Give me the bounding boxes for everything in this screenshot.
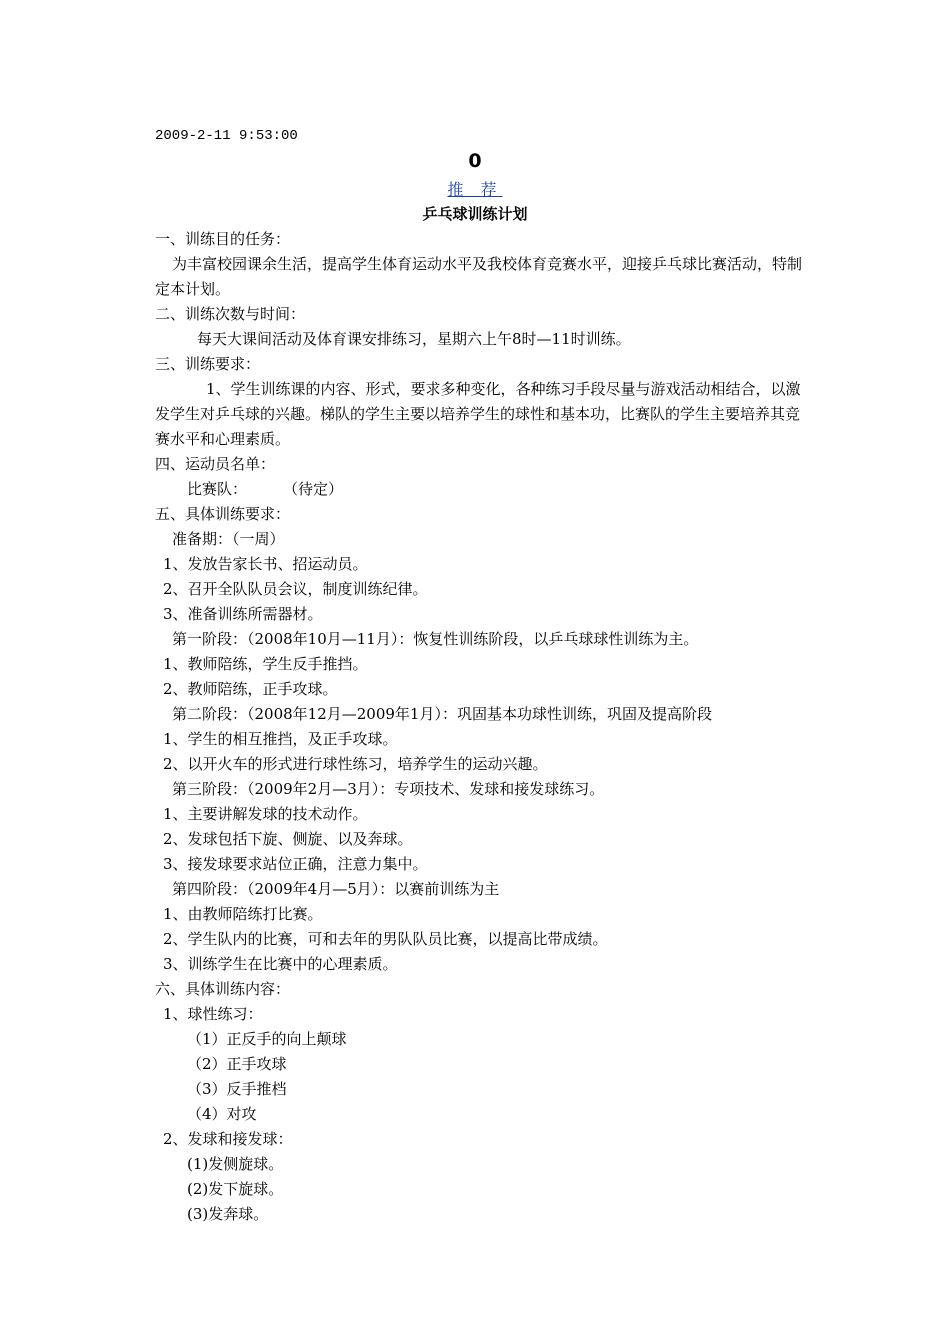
section-6-heading: 六、具体训练内容： — [155, 980, 291, 998]
list-item: 1、由教师陪练打比赛。 — [163, 905, 323, 923]
list-item: 1、学生的相互推挡，及正手攻球。 — [163, 730, 398, 748]
list-item: 2、学生队内的比赛，可和去年的男队队员比赛，以提高比带成绩。 — [163, 930, 608, 948]
phase-4-heading: 第四阶段：（2009年4月—5月）：以赛前训练为主 — [172, 880, 500, 898]
list-item: (3)发奔球。 — [187, 1205, 269, 1223]
list-item: 1、教师陪练，学生反手推挡。 — [163, 655, 368, 673]
section-3-heading: 三、训练要求： — [155, 355, 261, 373]
list-item: （2）正手攻球 — [187, 1055, 287, 1073]
page-title: 乒乓球训练计划 — [422, 205, 528, 223]
timestamp: 2009-2-11 9:53:00 — [155, 128, 298, 144]
list-item: 3、准备训练所需器材。 — [163, 605, 323, 623]
roster-line — [155, 477, 805, 502]
list-item: 2、以开火车的形式进行球性练习，培养学生的运动兴趣。 — [163, 755, 548, 773]
list-item: （1）正反手的向上颠球 — [187, 1030, 347, 1048]
recommend-link[interactable]: 推 荐 — [447, 180, 503, 199]
phase-1-heading: 第一阶段：（2008年10月—11月）：恢复性训练阶段，以乒乓球球性训练为主。 — [172, 630, 699, 648]
list-item: (1)发侧旋球。 — [187, 1155, 284, 1173]
list-item: （3）反手推档 — [187, 1080, 287, 1098]
roster-status: （待定） — [283, 480, 344, 498]
document-body — [155, 227, 805, 1227]
list-item: 1、主要讲解发球的技术动作。 — [163, 805, 368, 823]
view-count: 0 — [468, 150, 482, 172]
recommend-row — [0, 177, 950, 200]
section-4-heading: 四、运动员名单： — [155, 455, 276, 473]
phase-3-heading: 第三阶段：（2009年2月—3月）：专项技术、发球和接发球练习。 — [172, 780, 605, 798]
section-5-heading: 五、具体训练要求： — [155, 505, 291, 523]
list-item: （4）对攻 — [187, 1105, 257, 1123]
section-1-paragraph: 为丰富校园课余生活，提高学生体育运动水平及我校体育竞赛水平，迎接乒乓球比赛活动，特制定本计划。 — [155, 255, 803, 298]
list-item: 2、召开全队队员会议，制度训练纪律。 — [163, 580, 428, 598]
list-item: 3、接发球要求站位正确，注意力集中。 — [163, 855, 428, 873]
phase-2-heading: 第二阶段：（2008年12月—2009年1月）：巩固基本功球性训练，巩固及提高阶段 — [172, 705, 712, 723]
section-1-heading: 一、训练目的任务： — [155, 230, 291, 248]
content-2-heading: 2、发球和接发球： — [163, 1130, 293, 1148]
list-item: (2)发下旋球。 — [187, 1180, 284, 1198]
content-1-heading: 1、球性练习： — [163, 1005, 263, 1023]
list-item: 3、训练学生在比赛中的心理素质。 — [163, 955, 398, 973]
prep-heading: 准备期：（一周） — [172, 530, 285, 548]
section-2-paragraph: 每天大课间活动及体育课安排练习，星期六上午8时—11时训练。 — [197, 330, 631, 348]
section-3-paragraph: 1、学生训练课的内容、形式，要求多种变化，各种练习手段尽量与游戏活动相结合，以激发学生对乒乓球的兴趣。梯队的学生主要以培养学生的球性和基本功，比赛队的学生主要培养其竞赛水平和心理素质。 — [155, 380, 801, 448]
list-item: 2、教师陪练，正手攻球。 — [163, 680, 338, 698]
list-item: 2、发球包括下旋、侧旋、以及奔球。 — [163, 830, 413, 848]
roster-team-label: 比赛队： — [187, 480, 248, 498]
list-item: 1、发放告家长书、招运动员。 — [163, 555, 368, 573]
section-2-heading: 二、训练次数与时间： — [155, 305, 306, 323]
